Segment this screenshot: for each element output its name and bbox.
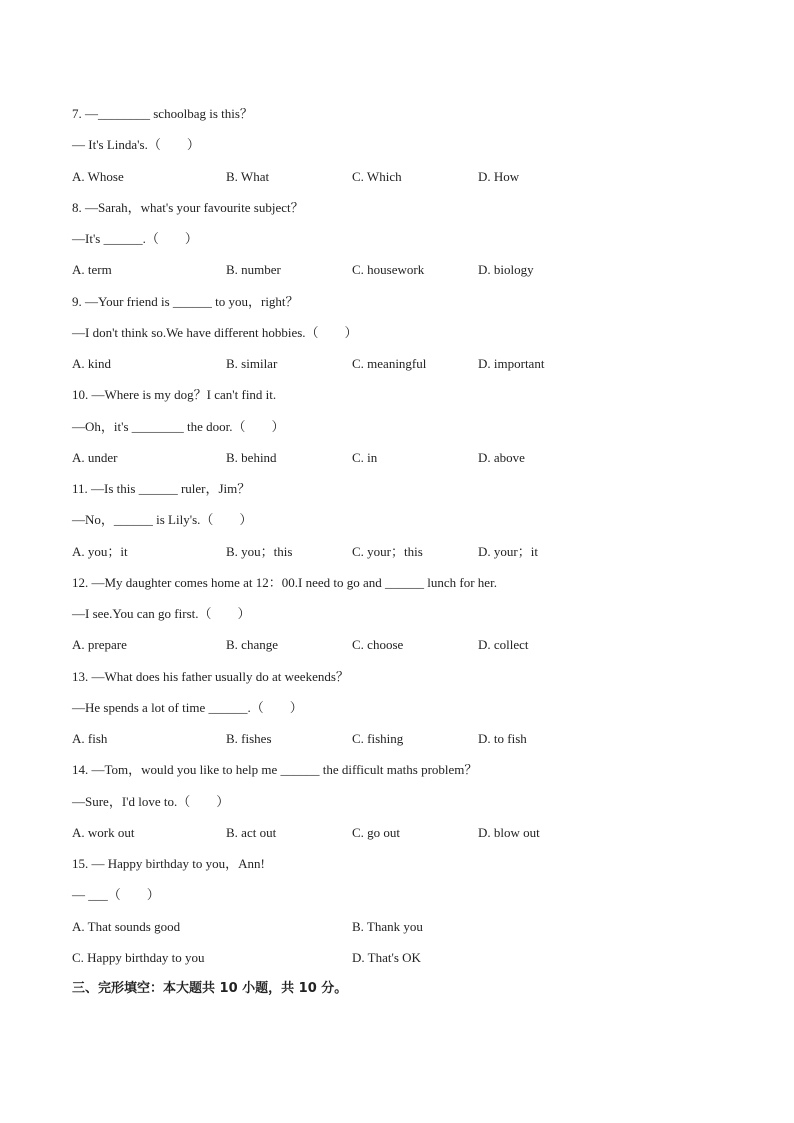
option-b[interactable]: B. number [226, 262, 281, 278]
section-heading: 三、完形填空：本大题共 10 小题，共 10 分。 [72, 981, 348, 996]
question-block [72, 192, 752, 286]
option-row [72, 629, 752, 660]
question-block [72, 286, 752, 380]
question-prompt: 15. — Happy birthday to you，Ann! [72, 856, 265, 871]
option-d[interactable]: D. collect [478, 637, 529, 653]
question-block [72, 379, 752, 473]
question-response: —It's ______.（ ） [72, 231, 198, 246]
option-b[interactable]: B. fishes [226, 731, 272, 746]
option-c[interactable]: C. fishing [352, 731, 404, 746]
option-row [72, 723, 752, 754]
question-prompt: 8. —Sarah，what's your favourite subject？ [72, 199, 304, 215]
question-block [72, 661, 752, 755]
option-d[interactable]: D. to fish [478, 731, 527, 746]
option-row [72, 911, 752, 942]
question-block [72, 567, 752, 661]
option-b[interactable]: B. What [226, 168, 270, 184]
option-a[interactable]: A. kind [72, 356, 111, 371]
option-row [72, 442, 752, 473]
option-d[interactable]: D. your；it [478, 543, 538, 559]
question-response: — ___（ ） [72, 887, 160, 903]
option-b[interactable]: B. you；this [226, 543, 293, 559]
question-response: —I don't think so.We have different hobbies.（ ） [72, 324, 358, 340]
option-a[interactable]: A. under [72, 449, 118, 465]
question-response: —Sure，I'd love to.（ ） [72, 793, 230, 809]
option-c[interactable]: C. go out [352, 824, 401, 840]
question-prompt: 10. —Where is my dog？I can't find it. [72, 387, 277, 403]
option-row [72, 161, 752, 192]
option-d[interactable]: D. important [478, 356, 545, 371]
option-row [72, 254, 752, 285]
question-response: —Oh，it's ________ the door.（ ） [72, 418, 285, 434]
option-c[interactable]: C. housework [352, 262, 425, 278]
option-c[interactable]: C. in [352, 449, 378, 465]
question-prompt: 9. —Your friend is ______ to you，right？ [72, 293, 299, 309]
question-block [72, 848, 752, 973]
question-prompt: 14. —Tom，would you like to help me ______ the difficult maths problem？ [72, 762, 478, 778]
question-prompt: 12. —My daughter comes home at 12：00.I need to go and ______ lunch for her. [72, 574, 497, 590]
question-block [72, 98, 752, 192]
option-d[interactable]: D. biology [478, 262, 534, 278]
option-row [72, 348, 752, 379]
question-prompt: 11. —Is this ______ ruler，Jim？ [72, 481, 251, 496]
option-row [72, 817, 752, 848]
option-c[interactable]: C. choose [352, 637, 404, 653]
question-response: —He spends a lot of time ______.（ ） [72, 699, 303, 715]
option-b[interactable]: B. Thank you [352, 918, 423, 934]
option-a[interactable]: A. term [72, 262, 112, 278]
option-b[interactable]: B. act out [226, 824, 277, 840]
option-a[interactable]: A. fish [72, 731, 108, 746]
option-a[interactable]: A. Whose [72, 168, 124, 184]
option-row [72, 942, 752, 973]
option-a[interactable]: A. work out [72, 824, 135, 840]
option-a[interactable]: A. you；it [72, 543, 128, 559]
option-c[interactable]: C. Which [352, 168, 402, 184]
option-c[interactable]: C. Happy birthday to you [72, 949, 205, 965]
option-c[interactable]: C. your；this [352, 543, 423, 559]
option-d[interactable]: D. blow out [478, 824, 540, 840]
option-a[interactable]: A. That sounds good [72, 918, 181, 934]
option-d[interactable]: D. That's OK [352, 949, 421, 965]
question-block [72, 754, 752, 848]
option-b[interactable]: B. behind [226, 449, 277, 465]
option-d[interactable]: D. above [478, 449, 525, 465]
option-b[interactable]: B. similar [226, 356, 278, 371]
option-b[interactable]: B. change [226, 637, 278, 653]
question-list [72, 98, 752, 1004]
question-block [72, 473, 752, 567]
option-a[interactable]: A. prepare [72, 637, 127, 653]
question-prompt: 13. —What does his father usually do at weekends？ [72, 668, 349, 684]
question-response: —I see.You can go first.（ ） [72, 606, 251, 621]
question-prompt: 7. —________ schoolbag is this？ [72, 106, 253, 121]
option-c[interactable]: C. meaningful [352, 356, 427, 371]
question-response: —No，______ is Lily's.（ ） [72, 512, 253, 528]
option-d[interactable]: D. How [478, 168, 520, 184]
option-row [72, 536, 752, 567]
question-response: — It's Linda's.（ ） [72, 137, 200, 153]
